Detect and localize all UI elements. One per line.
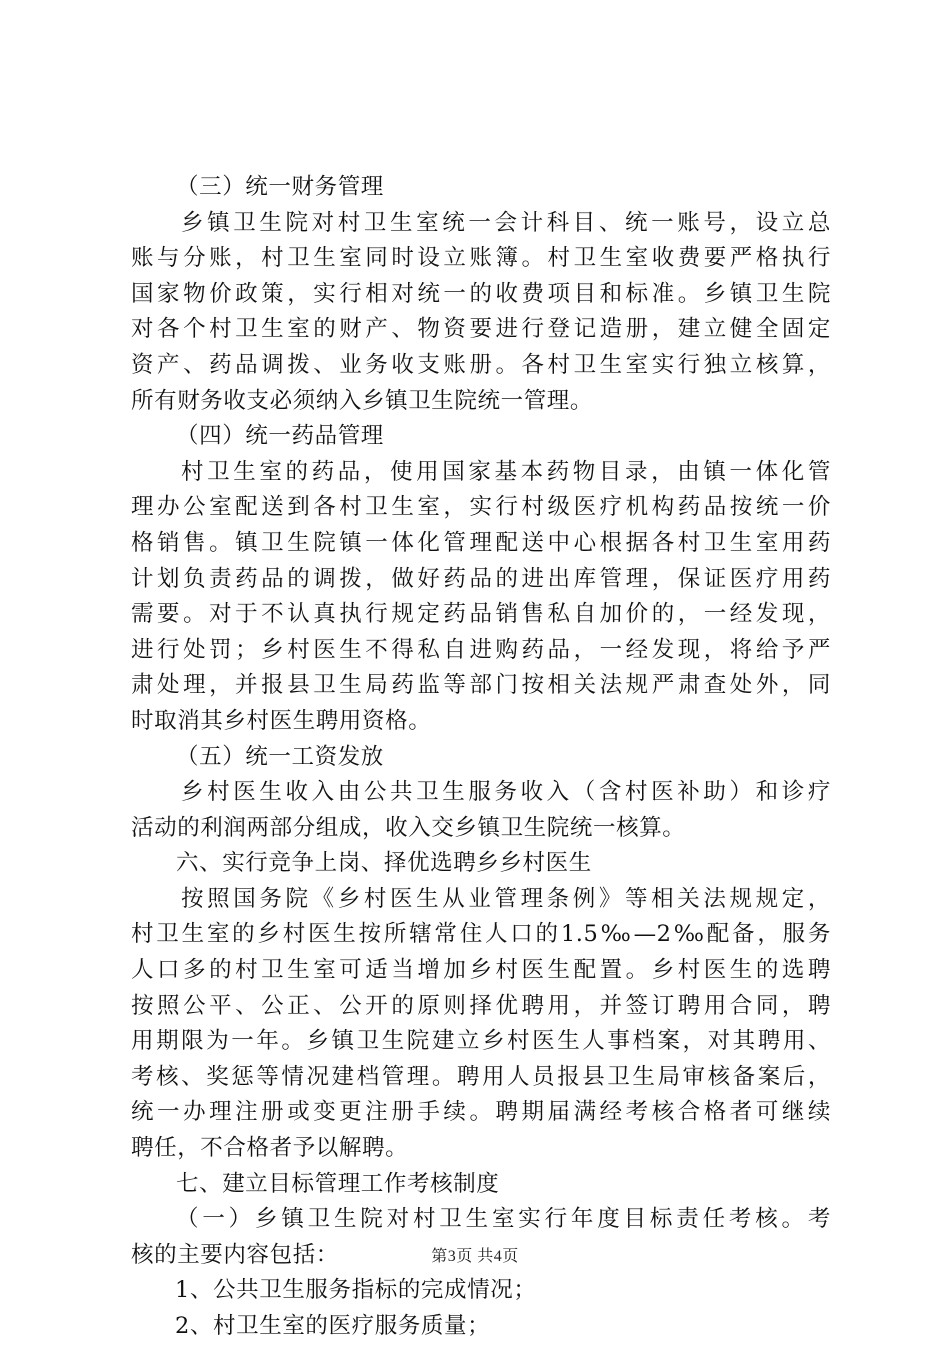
paragraph-line: 计划负责药品的调拨，做好药品的进出库管理，保证医疗用药 <box>131 565 831 592</box>
paragraph-line: 按照国务院《乡村医生从业管理条例》等相关法规规定， <box>181 885 831 912</box>
paragraph-line: 村卫生室的乡村医生按所辖常住人口的1.5‰—2‰配备，服务 <box>131 921 831 948</box>
paragraph-line: 对各个村卫生室的财产、物资要进行登记造册，建立健全固定 <box>131 316 831 343</box>
page-number-footer: 第3页 共4页 <box>431 1248 519 1265</box>
paragraph-line: 资产、药品调拨、业务收支账册。各村卫生室实行独立核算， <box>131 351 831 378</box>
paragraph-line: 统一办理注册或变更注册手续。聘期届满经考核合格者可继续 <box>131 1099 831 1126</box>
section-heading: （五）统一工资发放 <box>176 743 384 770</box>
section-heading: （四）统一药品管理 <box>176 423 384 450</box>
paragraph-line: （一）乡镇卫生院对村卫生室实行年度目标责任考核。考 <box>176 1206 831 1233</box>
paragraph-line: 所有财务收支必须纳入乡镇卫生院统一管理。 <box>131 387 594 414</box>
paragraph-line: 乡村医生收入由公共卫生服务收入（含村医补助）和诊疗 <box>181 779 831 806</box>
paragraph-line: 村卫生室的药品，使用国家基本药物目录，由镇一体化管 <box>181 458 831 485</box>
paragraph-line: 核的主要内容包括： <box>131 1241 339 1268</box>
section-heading: 七、建立目标管理工作考核制度 <box>176 1170 500 1197</box>
section-heading: 六、实行竞争上岗、择优选聘乡乡村医生 <box>176 850 592 877</box>
paragraph-line: 人口多的村卫生室可适当增加乡村医生配置。乡村医生的选聘 <box>131 957 831 984</box>
paragraph-line: 乡镇卫生院对村卫生室统一会计科目、统一账号，设立总 <box>181 209 831 236</box>
section-heading: （三）统一财务管理 <box>176 174 384 200</box>
document-body <box>131 170 831 1345</box>
paragraph-line: 账与分账，村卫生室同时设立账簿。村卫生室收费要严格执行 <box>131 245 831 272</box>
paragraph-line: 按照公平、公正、公开的原则择优聘用，并签订聘用合同，聘 <box>131 992 831 1019</box>
paragraph-line: 肃处理，并报县卫生局药监等部门按相关法规严肃查处外，同 <box>131 672 831 699</box>
paragraph-line: 格销售。镇卫生院镇一体化管理配送中心根据各村卫生室用药 <box>131 529 831 556</box>
paragraph-line: 时取消其乡村医生聘用资格。 <box>131 707 432 734</box>
paragraph-line: 需要。对于不认真执行规定药品销售私自加价的，一经发现， <box>131 601 831 628</box>
paragraph-line: 理办公室配送到各村卫生室，实行村级医疗机构药品按统一价 <box>131 494 831 521</box>
paragraph-line: 活动的利润两部分组成，收入交乡镇卫生院统一核算。 <box>131 814 686 841</box>
paragraph-line: 考核、奖惩等情况建档管理。聘用人员报县卫生局审核备案后， <box>131 1063 831 1090</box>
paragraph-line: 聘任，不合格者予以解聘。 <box>131 1135 409 1162</box>
paragraph-line: 用期限为一年。乡镇卫生院建立乡村医生人事档案，对其聘用、 <box>131 1028 831 1055</box>
paragraph-line: 进行处罚；乡村医生不得私自进购药品，一经发现，将给予严 <box>131 636 831 663</box>
paragraph-line: 国家物价政策，实行相对统一的收费项目和标准。乡镇卫生院 <box>131 280 831 307</box>
list-item: 2、村卫生室的医疗服务质量； <box>175 1313 491 1339</box>
list-item: 1、公共卫生服务指标的完成情况； <box>175 1277 537 1304</box>
